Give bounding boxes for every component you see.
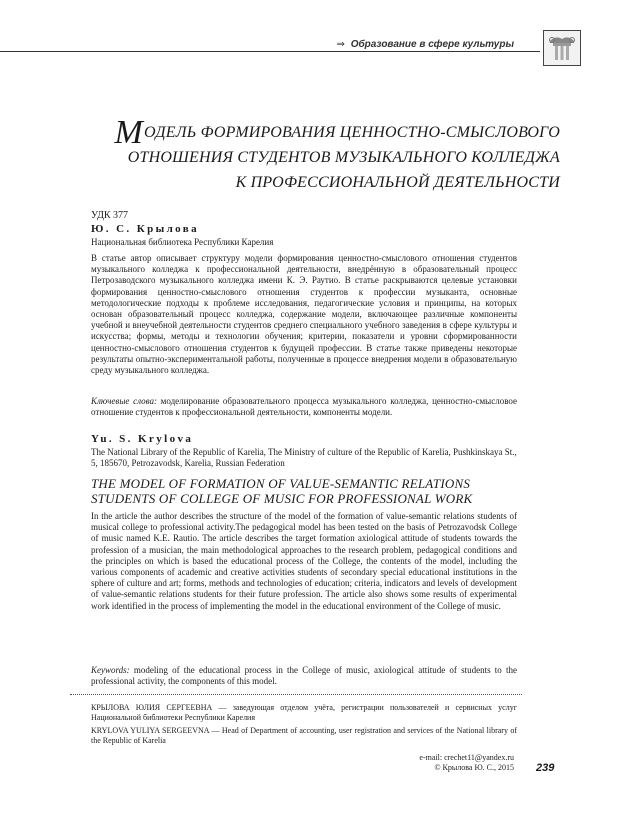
author-bio-ru: КРЫЛОВА ЮЛИЯ СЕРГЕЕВНА — заведующая отделом учёта, регистрации пользователей и сервисных услуг Национальной библиотеки Республики Карелия xyxy=(91,703,517,723)
running-head xyxy=(337,39,514,50)
title-en-line-1: THE MODEL OF FORMATION OF VALUE-SEMANTIC RELATIONS xyxy=(91,476,471,491)
page-number: 239 xyxy=(536,762,555,774)
abstract-ru: В статье автор описывает структуру модели формирования ценностно-смыслового отношения студентов музыкального колледжа к профессиональной деятельности, внедрённую в образовательный процесс Петрозаводского музыкального колледжа имени К. Э. Раутио. В статье раскрываются целевые установки формирования ценностно-смыслового отношения студентов к профессии музыканта, основные методологические подходы к проблеме исследования, педагогические условия и принципы, на которых основан образовательный процесс колледжа, содержание модели, включающее различные компоненты учебной и внеучебной деятельности студентов среднего специального учебного заведения в сфере культуры и искусства; формы, методы и технологии обучения; критерии, показатели и уровни сформированности ценностно-смыслового отношения студентов к будущей профессии. В статье также приведены некоторые результаты опытно-экспериментальной работы, полученные в процессе внедрения модели в образовательную среду музыкального колледжа. xyxy=(91,253,517,376)
copyright: © Крылова Ю. С., 2015 xyxy=(434,763,514,772)
author-affiliation-ru: Национальная библиотека Республики Карелия xyxy=(91,237,274,247)
author-bio-en: KRYLOVA YULIYA SERGEEVNA — Head of Department of accounting, user registration and services of the National library of the Republic of Karelia xyxy=(91,726,517,746)
keywords-en xyxy=(91,665,517,687)
keywords-ru xyxy=(91,396,517,418)
title-dropcap: М xyxy=(114,114,144,151)
author-email[interactable]: e-mail: crechet11@yandex.ru xyxy=(419,753,514,762)
author-name-en: Yu. S. Krylova xyxy=(91,433,194,445)
title-en-line-2: STUDENTS OF COLLEGE OF MUSIC FOR PROFESSIONAL WORK xyxy=(91,491,473,506)
title-line-3: К ПРОФЕССИОНАЛЬНОЙ ДЕЯТЕЛЬНОСТИ xyxy=(235,174,560,191)
abstract-en: In the article the author describes the structure of the model of the formation of value-semantic relations students of musical college to professional activity.The pedagogical model has been tested on the basis of Petrozavodsk College of music named K.E. Rautio. The article describes the target formation axiological attitude of students towards the profession of a musician, the main methodological approaches to the research problem, pedagogical conditions and the principles on which is based the educational process of the College, the contents of the model, including the various components of academic and creative activities students of secondary special educational institutions in the sphere of culture and art; forms, methods and technologies of education; criteria, indicators and levels of development of value-semantic relations students for their future profession. The article also shows some results of experimental work identified in the process of implementing the model in the educational environment of the College of music. xyxy=(91,511,517,611)
keywords-ru-label: Ключевые слова: xyxy=(91,396,157,406)
arrow-right-icon: ⇒ xyxy=(336,39,345,50)
udk-code: УДК 377 xyxy=(91,210,129,221)
keywords-en-label: Keywords: xyxy=(91,665,130,675)
header-rule xyxy=(0,51,540,52)
footer-divider xyxy=(70,694,522,695)
article-title xyxy=(110,114,560,195)
column-capital-icon xyxy=(543,30,581,66)
section-title: Образование в сфере культуры xyxy=(350,39,514,50)
author-affiliation-en: The National Library of the Republic of Karelia, The Ministry of culture of the Republic of Karelia, Pushkinskaya St., 5, 185670, Petrozavodsk, Karelia, Russian Federation xyxy=(91,447,517,469)
contact-block xyxy=(419,753,514,773)
title-en xyxy=(91,476,517,506)
keywords-en-text: modeling of the educational process in the College of music, axiological attitude of students to the professional activity, the components of this model. xyxy=(91,665,517,687)
title-line-1: ОДЕЛЬ ФОРМИРОВАНИЯ ЦЕННОСТНО-СМЫСЛОВОГО xyxy=(144,124,560,141)
author-name-ru: Ю. С. Крылова xyxy=(91,223,200,235)
title-line-2: ОТНОШЕНИЯ СТУДЕНТОВ МУЗЫКАЛЬНОГО КОЛЛЕДЖА xyxy=(127,149,560,166)
keywords-ru-text: моделирование образовательного процесса музыкального колледжа, ценностно-смысловое отношение студентов к профессиональной деятельности, компоненты модели. xyxy=(91,396,517,418)
